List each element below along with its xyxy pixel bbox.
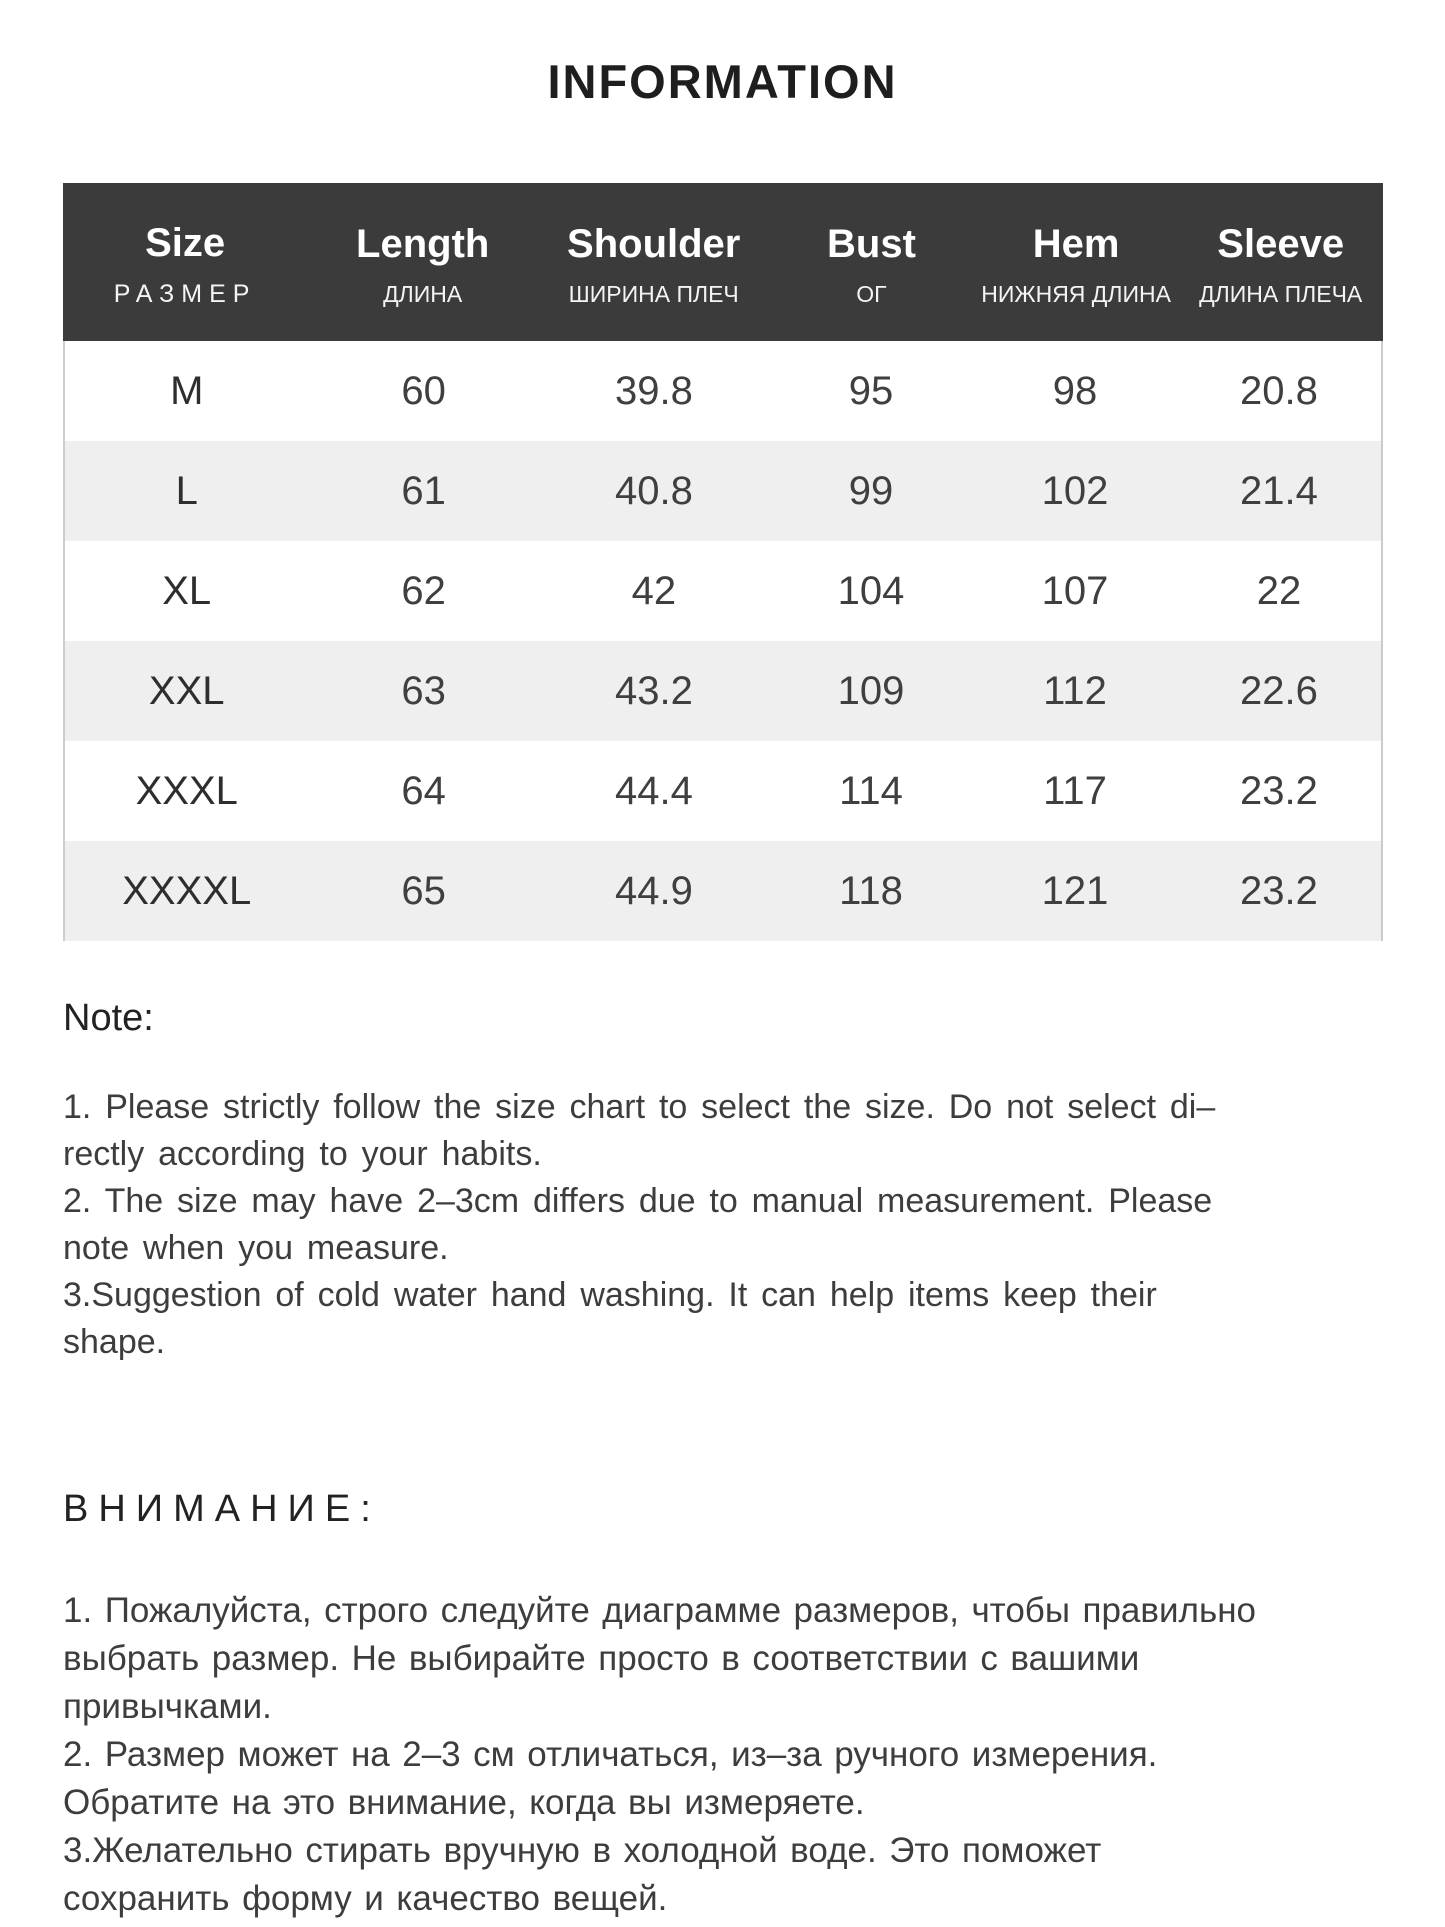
cell-value: 42 [631, 568, 677, 613]
table-row [65, 841, 1381, 941]
note-ru-lines [63, 1587, 1385, 1923]
cell-value: 104 [837, 568, 905, 613]
cell-value: 107 [1041, 568, 1109, 613]
header-label-en: Size [145, 221, 226, 265]
row-size-label: XXXL [135, 768, 238, 813]
note-en-lines [63, 1084, 1385, 1366]
cell-value: 112 [1043, 668, 1107, 713]
cell-value: 21.4 [1240, 468, 1318, 513]
cell-value: 118 [839, 868, 903, 913]
cell-value: 62 [401, 568, 446, 613]
cell-value: 44.4 [614, 768, 693, 813]
row-size-label: L [175, 468, 198, 513]
table-row [65, 341, 1381, 441]
header-label-en: Hem [1032, 222, 1120, 266]
size-table-header [63, 183, 1383, 341]
note-line-en: rectly according to your habits. [63, 1135, 542, 1173]
header-cell [974, 183, 1179, 341]
cell-value: 23.2 [1240, 768, 1318, 813]
cell-value: 121 [1041, 868, 1109, 913]
note-line-en: 3.Suggestion of cold water hand washing. It can help items keep their [63, 1276, 1157, 1314]
note-line-ru: выбрать размер. Не выбирайте просто в соответствии с вашими [63, 1639, 1140, 1678]
cell-value: 44.9 [614, 868, 693, 913]
cell-value: 63 [401, 668, 446, 713]
note-heading-en: Note: [63, 997, 154, 1039]
row-size-label: M [170, 368, 204, 413]
header-label-en: Length [356, 222, 490, 266]
header-label-ru: РАЗМЕР [113, 280, 257, 308]
row-size-label: XXL [148, 668, 225, 713]
note-line-ru: 3.Желательно стирать вручную в холодной воде. Это поможет [63, 1831, 1102, 1870]
header-label-ru: ОГ [856, 281, 887, 307]
note-line-ru: Обратите на это внимание, когда вы измеряете. [63, 1783, 865, 1822]
header-label-ru: ШИРИНА ПЛЕЧ [568, 281, 739, 307]
size-table-body [63, 341, 1383, 941]
table-row [65, 541, 1381, 641]
row-size-label: XXXXL [122, 868, 252, 913]
cell-value: 40.8 [614, 468, 693, 513]
note-line-ru: 1. Пожалуйста, строго следуйте диаграмме размеров, чтобы правильно [63, 1591, 1256, 1630]
cell-value: 20.8 [1240, 368, 1318, 413]
cell-value: 114 [839, 768, 903, 813]
cell-value: 60 [401, 368, 446, 413]
cell-value: 117 [1043, 768, 1107, 813]
cell-value: 22.6 [1240, 668, 1318, 713]
cell-value: 98 [1052, 368, 1098, 413]
cell-value: 43.2 [614, 668, 693, 713]
page-title: INFORMATION [547, 55, 898, 108]
cell-value: 61 [401, 468, 446, 513]
header-label-en: Shoulder [567, 222, 741, 266]
row-size-label: XL [162, 568, 212, 613]
cell-value: 99 [848, 468, 894, 513]
table-row [65, 641, 1381, 741]
cell-value: 95 [848, 368, 894, 413]
header-cell [538, 183, 769, 341]
header-label-ru: НИЖНЯЯ ДЛИНА [981, 281, 1171, 307]
note-line-en: 2. The size may have 2–3cm differs due to manual measurement. Please [63, 1182, 1213, 1220]
cell-value: 65 [401, 868, 446, 913]
cell-value: 109 [837, 668, 905, 713]
header-cell [769, 183, 974, 341]
header-label-ru: ДЛИНА ПЛЕЧА [1199, 281, 1363, 307]
note-section-en [63, 997, 1385, 1366]
header-cell [63, 183, 307, 341]
cell-value: 102 [1041, 468, 1109, 513]
note-section-ru [63, 1488, 1385, 1923]
cell-value: 23.2 [1240, 868, 1318, 913]
note-line-en: note when you measure. [63, 1229, 449, 1267]
note-line-en: 1. Please strictly follow the size chart to select the size. Do not select di– [63, 1088, 1216, 1126]
header-cell [1178, 183, 1383, 341]
note-line-ru: 2. Размер может на 2–3 см отличаться, из–за ручного измерения. [63, 1735, 1158, 1774]
cell-value: 39.8 [614, 368, 693, 413]
header-label-en: Sleeve [1217, 222, 1345, 266]
table-row [65, 441, 1381, 541]
header-label-ru: ДЛИНА [383, 281, 463, 307]
header-cell [307, 183, 538, 341]
size-table [63, 183, 1383, 941]
note-heading-ru: ВНИМАНИЕ: [63, 1488, 381, 1530]
header-label-en: Bust [827, 222, 916, 266]
cell-value: 64 [401, 768, 446, 813]
note-line-ru: привычками. [63, 1687, 272, 1726]
cell-value: 22 [1256, 568, 1302, 613]
note-line-ru: сохранить форму и качество вещей. [63, 1879, 668, 1918]
note-line-en: shape. [63, 1323, 166, 1361]
table-row [65, 741, 1381, 841]
